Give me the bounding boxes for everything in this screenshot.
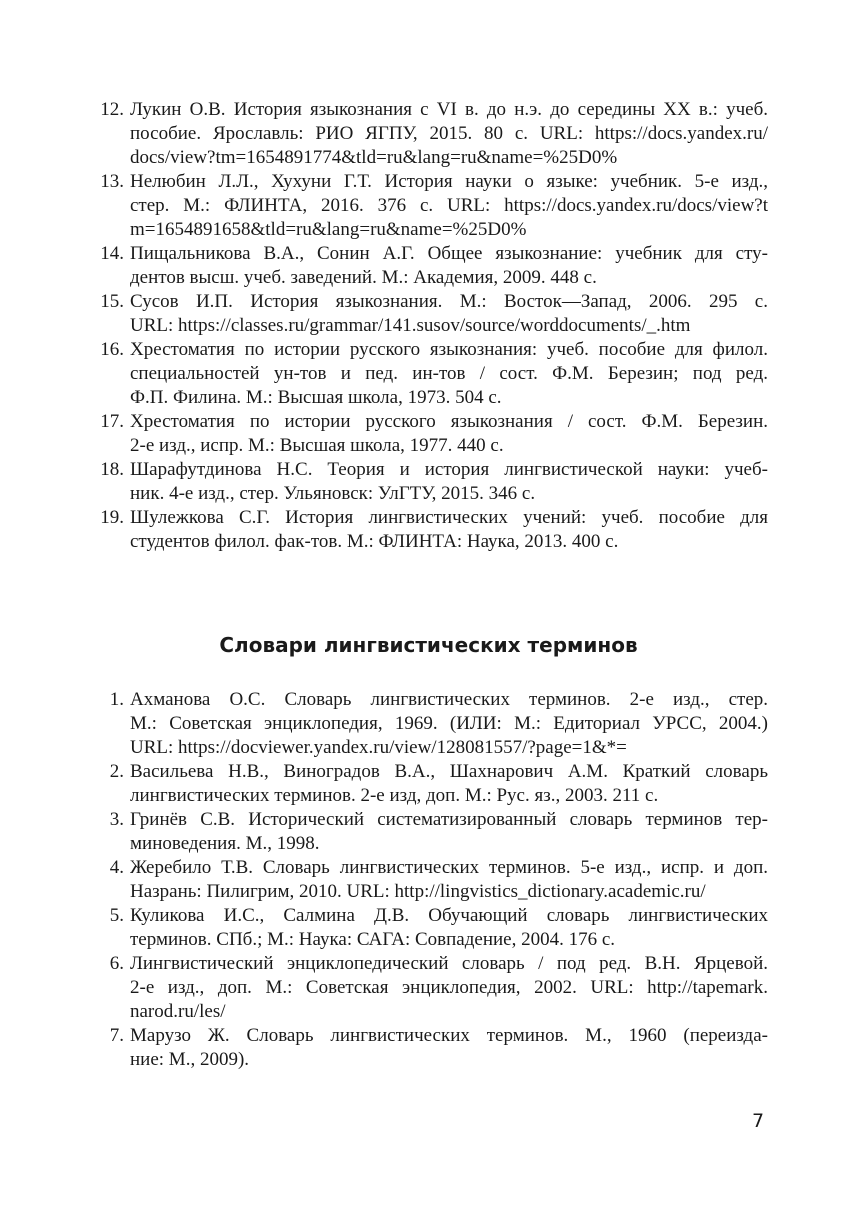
entry-line-text: Шулежкова С.Г. История лингвистических учений: учеб. пособие для — [130, 507, 768, 528]
entry-line-text: М.: Советская энциклопедия, 1969. (ИЛИ: М.: Едиториал УРСС, 2004.) — [130, 713, 768, 734]
entry-line-text: Ахманова О.С. Словарь лингвистических терминов. 2-е изд., стер. — [130, 689, 768, 710]
reference-entry — [90, 458, 768, 506]
entry-line — [130, 1000, 768, 1024]
entry-line-text: m=1654891658&tld=ru&lang=ru&name=%25D0% — [130, 219, 527, 240]
entry-number: 1. — [109, 689, 124, 710]
entry-line — [130, 314, 768, 338]
entry-line-text: URL: https://docviewer.yandex.ru/view/128081557/?page=1&*= — [130, 737, 627, 758]
entry-line — [130, 976, 768, 1000]
entry-line — [130, 218, 768, 242]
reference-entry — [90, 290, 768, 338]
entry-line-text: Назрань: Пилигрим, 2010. URL: http://lingvistics_dictionary.academic.ru/ — [130, 881, 706, 902]
entry-number: 14. — [100, 243, 124, 264]
entry-line — [130, 122, 768, 146]
entry-line — [130, 808, 768, 832]
reference-entry — [90, 98, 768, 170]
entry-line — [130, 434, 768, 458]
entry-line — [130, 290, 768, 314]
reference-entry — [90, 242, 768, 290]
entry-line-text: специальностей ун-тов и пед. ин-тов / сост. Ф.М. Березин; под ред. — [130, 363, 768, 384]
entry-line-text: docs/view?tm=1654891774&tld=ru&lang=ru&name=%25D0% — [130, 147, 618, 168]
entry-number: 5. — [109, 905, 124, 926]
entry-line-text: Хрестоматия по истории русского языкознания: учеб. пособие для филол. — [130, 339, 768, 360]
entry-line-text: Ф.П. Филина. М.: Высшая школа, 1973. 504 с. — [130, 387, 502, 408]
entry-line-text: пособие. Ярославль: РИО ЯГПУ, 2015. 80 с. URL: https://docs.yandex.ru/ — [130, 123, 768, 144]
entry-line — [130, 170, 768, 194]
entry-line — [130, 242, 768, 266]
entry-line-text: Васильева Н.В., Виноградов В.А., Шахнарович А.М. Краткий словарь — [130, 761, 768, 782]
entry-line — [130, 506, 768, 530]
entry-line-text: стер. М.: ФЛИНТА, 2016. 376 с. URL: https://docs.yandex.ru/docs/view?t — [130, 195, 768, 216]
entry-line — [130, 458, 768, 482]
entry-line — [130, 712, 768, 736]
entry-line-text: Куликова И.С., Салмина Д.В. Обучающий словарь лингвистических — [130, 905, 768, 926]
entry-number: 13. — [100, 171, 124, 192]
entry-number: 17. — [100, 411, 124, 432]
entry-number: 15. — [100, 291, 124, 312]
entry-number: 19. — [100, 507, 124, 528]
entry-line-text: студентов филол. фак-тов. М.: ФЛИНТА: Наука, 2013. 400 с. — [130, 531, 619, 552]
entry-line — [130, 98, 768, 122]
entry-line — [130, 194, 768, 218]
entry-line-text: ник. 4-е изд., стер. Ульяновск: УлГТУ, 2015. 346 с. — [130, 483, 536, 504]
entry-line-text: Марузо Ж. Словарь лингвистических терминов. М., 1960 (переизда- — [130, 1025, 768, 1046]
entry-number: 12. — [100, 99, 124, 120]
entry-line-text: Пищальникова В.А., Сонин А.Г. Общее языкознание: учебник для сту- — [130, 243, 768, 264]
entry-line — [130, 266, 768, 290]
entry-number: 4. — [109, 857, 124, 878]
entry-line-text: Лукин О.В. История языкознания с VI в. до н.э. до середины XX в.: учеб. — [130, 99, 769, 120]
entry-line — [130, 952, 768, 976]
reference-entry — [90, 808, 768, 856]
entry-line-text: дентов высш. учеб. заведений. М.: Академия, 2009. 448 с. — [130, 267, 597, 288]
entry-line-text: URL: https://classes.ru/grammar/141.susov/source/worddocuments/_.htm — [130, 315, 691, 336]
reference-entry — [90, 688, 768, 760]
reference-entry — [90, 952, 768, 1024]
entry-line-text: терминов. СПб.; М.: Наука: САГА: Совпадение, 2004. 176 с. — [130, 929, 616, 950]
entry-line-text: ние: М., 2009). — [130, 1049, 250, 1070]
entry-line — [130, 856, 768, 880]
entry-line — [130, 146, 768, 170]
entry-line-text: Нелюбин Л.Л., Хухуни Г.Т. История науки о языке: учебник. 5-е изд., — [130, 171, 768, 192]
reference-entry — [90, 856, 768, 904]
entry-line — [130, 1024, 768, 1048]
entry-line-text: лингвистических терминов. 2-е изд, доп. М.: Рус. яз., 2003. 211 с. — [130, 785, 659, 806]
entry-line — [130, 904, 768, 928]
entry-line — [130, 410, 768, 434]
page-number: 7 — [752, 1110, 765, 1132]
entry-line-text: Шарафутдинова Н.С. Теория и история лингвистической науки: учеб- — [130, 459, 768, 480]
entry-line — [130, 688, 768, 712]
entry-line-text: Хрестоматия по истории русского языкознания / сост. Ф.М. Березин. — [130, 411, 768, 432]
entry-line — [130, 784, 768, 808]
reference-entry — [90, 1024, 768, 1072]
reference-entry — [90, 338, 768, 410]
entry-line-text: Лингвистический энциклопедический словарь / под ред. В.Н. Ярцевой. — [130, 953, 768, 974]
references-list-dictionaries — [90, 688, 768, 1072]
references-list-history — [90, 98, 768, 554]
entry-line — [130, 386, 768, 410]
entry-number: 3. — [109, 809, 124, 830]
reference-entry — [90, 410, 768, 458]
entry-line — [130, 832, 768, 856]
reference-entry — [90, 760, 768, 808]
entry-line-text: Сусов И.П. История языкознания. М.: Восток—Запад, 2006. 295 с. — [130, 291, 768, 312]
entry-number: 6. — [109, 953, 124, 974]
entry-line — [130, 928, 768, 952]
section-heading: Словари лингвистических терминов — [219, 633, 638, 657]
reference-entry — [90, 904, 768, 952]
reference-entry — [90, 506, 768, 554]
entry-line — [130, 530, 768, 554]
entry-line-text: narod.ru/les/ — [130, 1001, 226, 1022]
entry-number: 16. — [100, 339, 124, 360]
entry-line-text: 2-е изд., испр. М.: Высшая школа, 1977. 440 с. — [130, 435, 504, 456]
entry-line-text: Гринёв С.В. Исторический систематизированный словарь терминов тер- — [130, 809, 768, 830]
entry-line — [130, 1048, 768, 1072]
entry-line — [130, 482, 768, 506]
entry-number: 18. — [100, 459, 124, 480]
entry-line — [130, 362, 768, 386]
reference-entry — [90, 170, 768, 242]
entry-line-text: миноведения. М., 1998. — [130, 833, 320, 854]
entry-line — [130, 338, 768, 362]
entry-line — [130, 760, 768, 784]
entry-line — [130, 880, 768, 904]
entry-number: 7. — [109, 1025, 124, 1046]
entry-line-text: Жеребило Т.В. Словарь лингвистических терминов. 5-е изд., испр. и доп. — [130, 857, 768, 878]
entry-line-text: 2-е изд., доп. М.: Советская энциклопедия, 2002. URL: http://tapemark. — [130, 977, 768, 998]
entry-line — [130, 736, 768, 760]
entry-number: 2. — [109, 761, 124, 782]
